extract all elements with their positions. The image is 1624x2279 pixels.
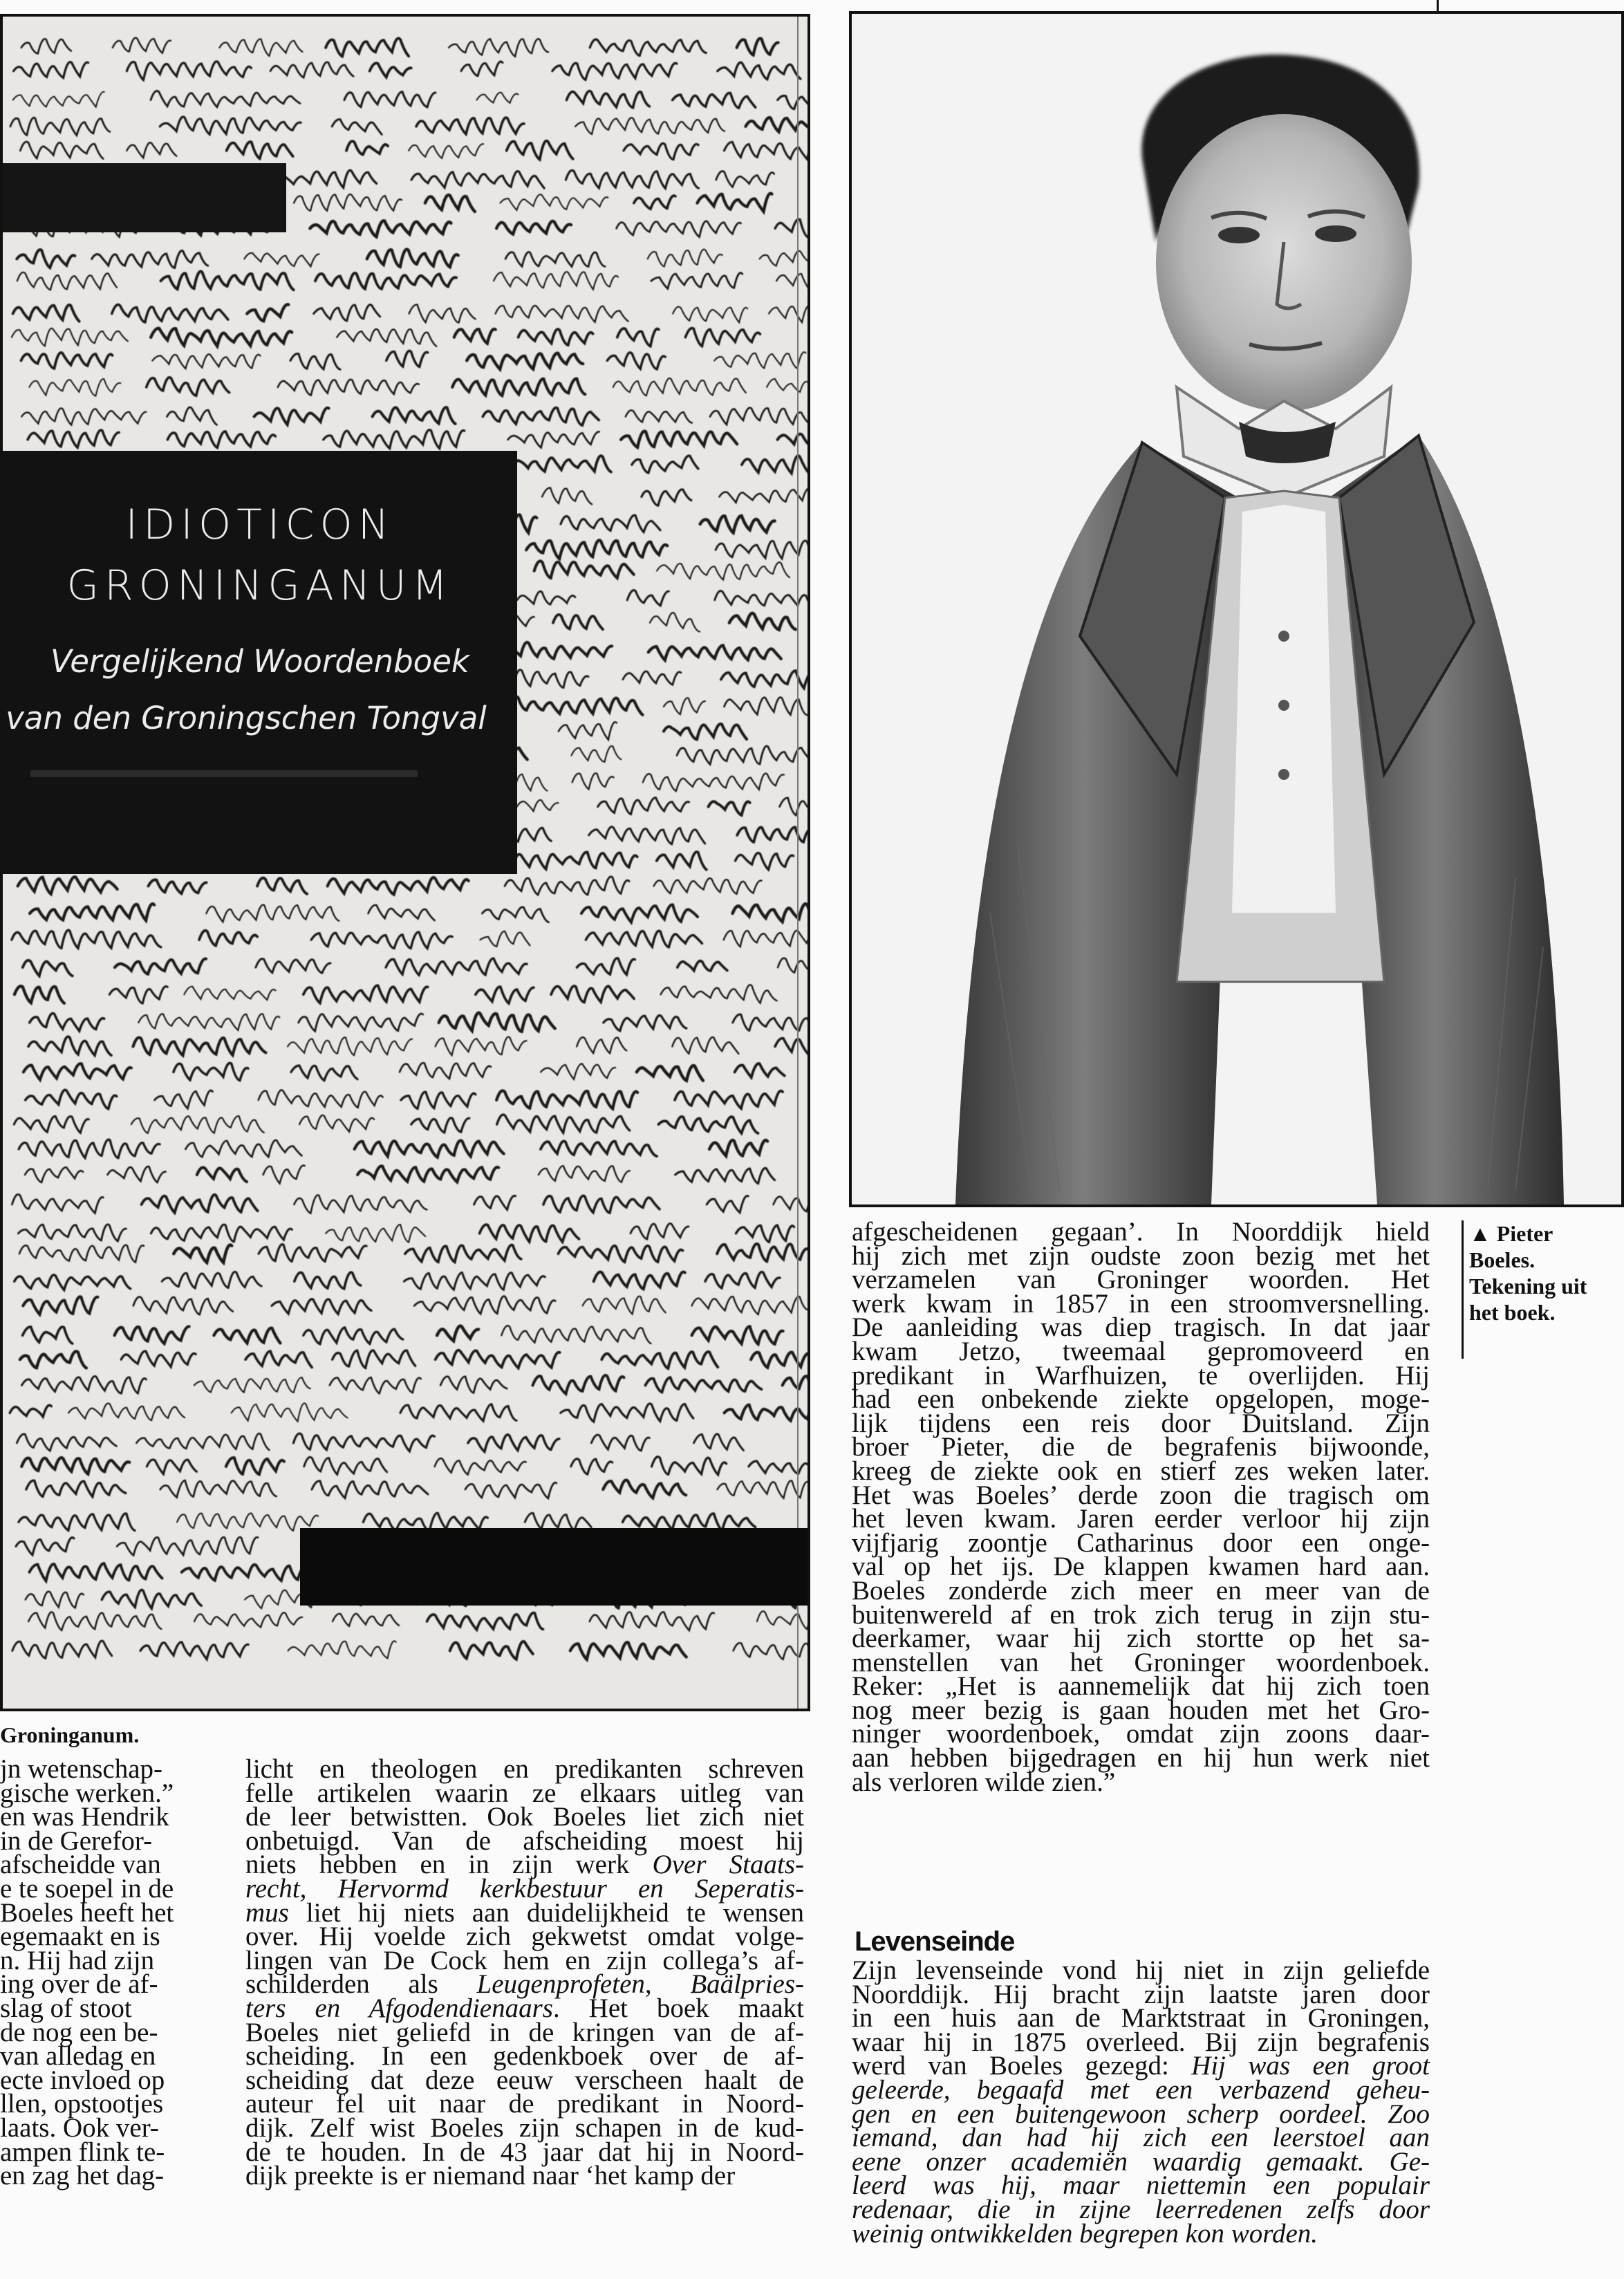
text-line: ecte invloed op <box>0 2065 165 2095</box>
text-line: val op het ijs. De klappen kwamen hard aan. <box>852 1552 1430 1582</box>
text-line: ing over de af- <box>0 1969 158 2000</box>
text-line: Boeles zonderde zich meer en meer van de <box>852 1575 1430 1606</box>
book-author-strip <box>30 770 418 777</box>
text-line: onbetuigd. Van de afscheiding moest hij <box>245 1825 804 1856</box>
article-column-3 <box>852 1217 1430 1797</box>
text-line: vijfjarig zoontje Catharinus door een onge- <box>852 1527 1430 1558</box>
text-line: dijk. Zelf wist Boeles zijn schapen in de kud- <box>245 2112 804 2143</box>
text-line: gische werken.” <box>0 1778 174 1808</box>
text-line: slag of stoot <box>0 1993 132 2023</box>
text-line: ampen flink te- <box>0 2137 165 2167</box>
caption-portrait-line-3: Tekening uit <box>1469 1274 1587 1299</box>
black-bar-overlay <box>300 1528 810 1606</box>
text-line: redenaar, die in zijne leerredenen zelfs door <box>852 2194 1430 2224</box>
text-line: Het was Boeles’ derde zoon die tragisch om <box>852 1480 1430 1510</box>
text-line: jn wetenschap- <box>0 1754 162 1784</box>
text-line: dijk preekte is er niemand naar ‘het kamp der <box>245 2161 736 2191</box>
text-line: kreeg de ziekte ook en stierf zes weken later. <box>852 1455 1430 1486</box>
book-title-panel <box>3 451 517 874</box>
text-line: de nog een be- <box>0 2017 158 2047</box>
text-line: ters en Afgodendienaars. Het boek maakt <box>245 1993 804 2023</box>
text-line: De aanleiding was diep tragisch. In dat jaar <box>852 1312 1430 1343</box>
text-line: Noorddijk. Hij bracht zijn laatste jaren door <box>852 1979 1430 2009</box>
text-line: nog meer bezig is gaan houden met het Gro- <box>852 1695 1430 1725</box>
text-line: had een onbekende ziekte opgelopen, moge- <box>852 1384 1430 1415</box>
text-line: Boeles niet geliefd in de kringen van de af- <box>245 2017 804 2047</box>
text-line: het leven kwam. Jaren eerder verloor hij zijn <box>852 1504 1430 1534</box>
text-line: en zag het dag- <box>0 2161 165 2191</box>
text-line: werk kwam in 1857 in een stroomversnelling. <box>852 1288 1430 1319</box>
text-line: Reker: „Het is aannemelijk dat hij zich toen <box>852 1671 1430 1702</box>
text-line: menstellen van het Groninger woordenboek. <box>852 1647 1430 1677</box>
text-line: de te houden. In de 43 jaar dat hij in Noord- <box>245 2137 804 2167</box>
text-line: buitenwereld af en trok zich terug in zijn stu- <box>852 1599 1430 1630</box>
caption-book-cover: Groninganum. <box>0 1722 140 1747</box>
text-line: aan hebben bijgedragen en hij hun werk niet <box>852 1743 1430 1774</box>
text-line: en was Hendrik <box>0 1802 169 1832</box>
text-line: n. Hij had zijn <box>0 1945 155 1975</box>
book-subtitle-line-2: van den Groningschen Tongval <box>6 700 487 736</box>
text-line: de leer betwistten. Ook Boeles liet zich niet <box>245 1802 804 1832</box>
text-line: iemand, dan had hij zich een leerstoel aan <box>852 2123 1430 2153</box>
text-line: felle artikelen waarin ze elkaars uitleg van <box>245 1778 804 1808</box>
book-title-line-2: GRONINGANUM <box>66 561 454 610</box>
text-line: over. Hij voelde zich gekwetst omdat volge- <box>245 1922 804 1952</box>
text-line: waar hij in 1875 overleed. Bij zijn begrafenis <box>852 2027 1430 2057</box>
text-line: in de Gerefor- <box>0 1825 153 1856</box>
article-column-1 <box>0 1754 207 2191</box>
text-line: Zijn levenseinde vond hij niet in zijn geliefde <box>852 1955 1430 1985</box>
text-line: afgescheidenen gegaan’. In Noorddijk hield <box>852 1217 1430 1247</box>
text-line: hij zich met zijn oudste zoon bezig met het <box>852 1240 1430 1271</box>
text-line: ninger woordenboek, omdat zijn zoons daar- <box>852 1719 1430 1749</box>
text-line: scheiding dat deze eeuw verscheen haalt de <box>245 2065 804 2095</box>
text-line: laats. Ook ver- <box>0 2112 159 2143</box>
text-line: e te soepel in de <box>0 1873 174 1904</box>
text-line: auteur fel uit naar de predikant in Noord- <box>245 2089 804 2119</box>
text-line: broer Pieter, die de begrafenis bijwoonde, <box>852 1432 1430 1462</box>
text-line: kwam Jetzo, tweemaal gepromoveerd en <box>852 1336 1430 1366</box>
text-line: llen, opstootjes <box>0 2089 164 2119</box>
book-subtitle-line-1: Vergelijkend Woordenboek <box>50 643 469 680</box>
triangle-up-icon: ▲ <box>1469 1221 1491 1246</box>
book-title-line-1: IDIOTICON <box>125 501 395 549</box>
caption-portrait-line-1: Pieter <box>1496 1221 1553 1246</box>
text-line: leerd was hij, maar niettemin een populair <box>852 2170 1430 2201</box>
text-line: geleerde, begaafd met een verbazend geheu- <box>852 2074 1430 2105</box>
caption-portrait-line-4: het boek. <box>1469 1300 1556 1325</box>
portrait-illustration <box>852 14 1621 1204</box>
text-line: lingen van De Cock hem en zijn collega’s af- <box>245 1945 804 1975</box>
text-line: gen en een buitengewoon scherp oordeel. Zoo <box>852 2099 1430 2129</box>
text-line: werd van Boeles gezegd: Hij was een groot <box>852 2051 1430 2081</box>
section-heading-levenseinde: Levenseinde <box>855 1926 1015 1957</box>
text-line: deerkamer, waar hij zich stortte op het sa- <box>852 1624 1430 1654</box>
article-column-2 <box>245 1754 804 2191</box>
text-line: weinig ontwikkelden begrepen kon worden. <box>852 2218 1318 2249</box>
text-line: egemaakt en is <box>0 1922 160 1952</box>
text-line: in een huis aan de Marktstraat in Groningen, <box>852 2003 1430 2034</box>
text-line: verzamelen van Groninger woorden. Het <box>852 1265 1430 1295</box>
text-line: van alledag en <box>0 2041 156 2072</box>
portrait-drawing-pieter-boeles <box>849 11 1624 1207</box>
caption-portrait-line-2: Boeles. <box>1469 1247 1536 1272</box>
text-line: eene onzer academiën waardig gemaakt. Ge- <box>852 2146 1430 2177</box>
text-line: Boeles heeft het <box>0 1897 174 1928</box>
text-line: niets hebben en in zijn werk Over Staats- <box>245 1850 804 1880</box>
text-line: mus liet hij niets aan duidelijkheid te wensen <box>245 1897 804 1928</box>
book-cover-image <box>0 14 810 1711</box>
article-column-3-continued <box>852 1955 1430 2249</box>
text-line: predikant in Warfhuizen, te overlijden. Hij <box>852 1360 1430 1390</box>
text-line: afscheidde van <box>0 1850 161 1880</box>
text-line: licht en theologen en predikanten schreven <box>245 1754 804 1784</box>
text-line: scheiding. In een gedenkboek over de af- <box>245 2041 804 2072</box>
text-line: recht, Hervormd kerkbestuur en Seperatis- <box>245 1873 804 1904</box>
text-line: schilderden als Leugenprofeten, Baälpries- <box>245 1969 804 2000</box>
caption-portrait <box>1462 1220 1624 1359</box>
text-line: lijk tijdens een reis door Duitsland. Zijn <box>852 1408 1430 1438</box>
text-line: als verloren wilde zien.” <box>852 1767 1116 1797</box>
